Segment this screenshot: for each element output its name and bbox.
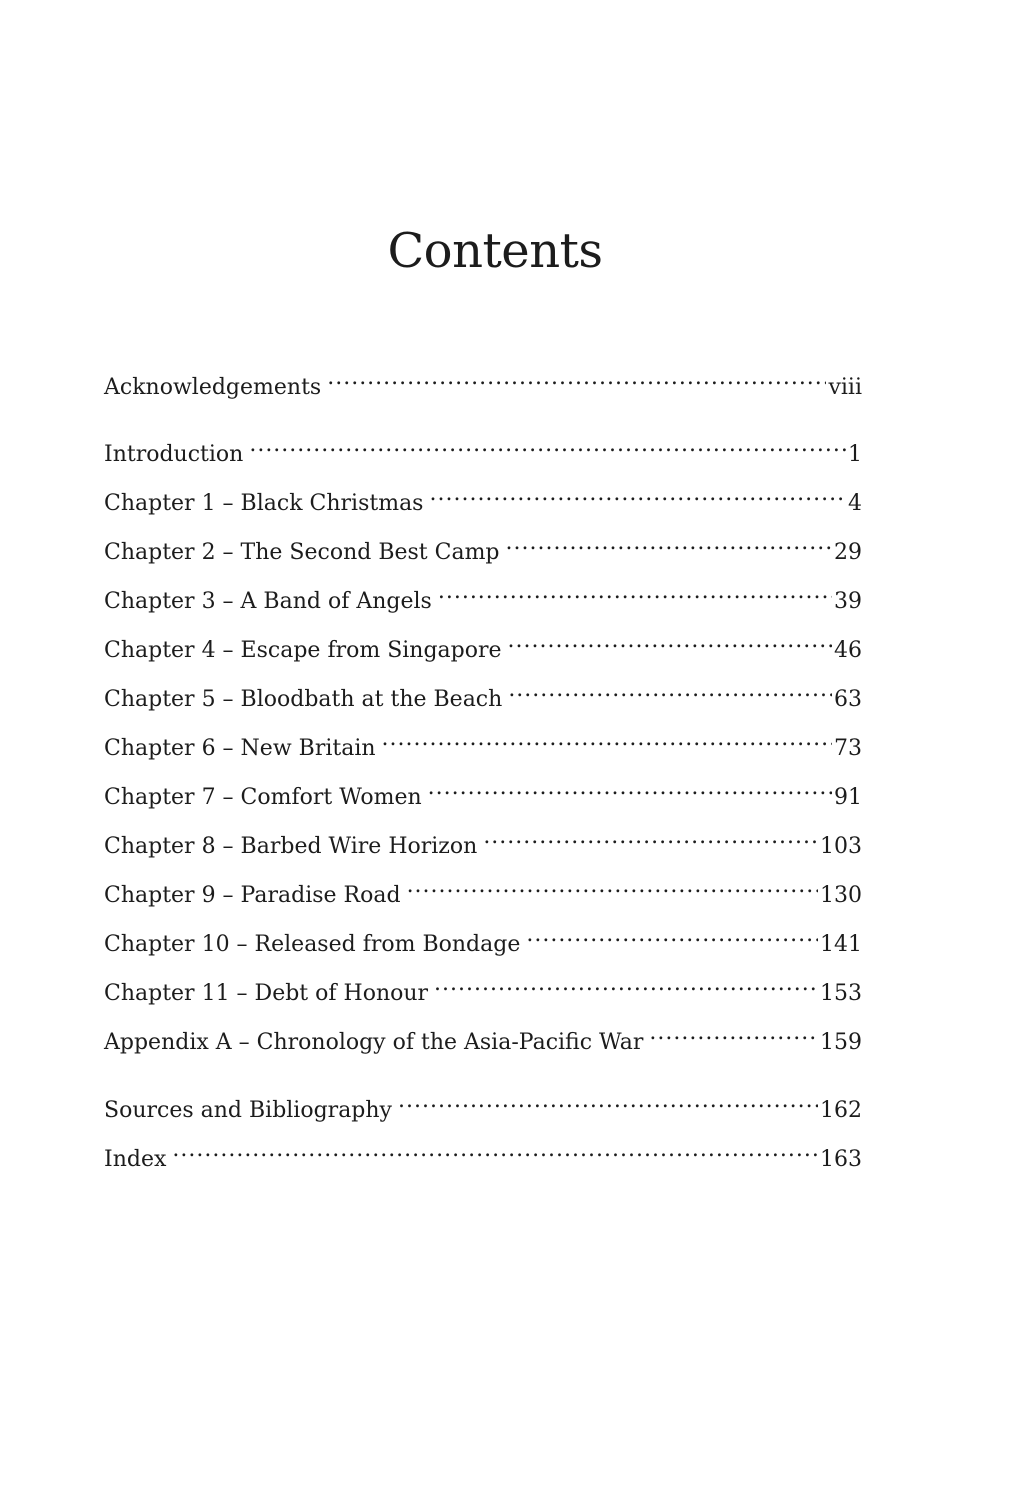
dot-leader: [649, 1017, 818, 1049]
toc-entry-page-number: 91: [834, 785, 862, 810]
toc-entry-title: Index: [104, 1147, 167, 1172]
toc-entry[interactable]: [104, 674, 862, 712]
toc-entry-title: Acknowledgements: [104, 375, 322, 400]
toc-entry-page-number: 39: [834, 589, 862, 614]
page-title: Contents: [387, 223, 603, 279]
toc-entry-page-number: 159: [820, 1030, 862, 1055]
toc-entry-page-number: 73: [834, 736, 862, 761]
toc-entry-title: Chapter 7 – Comfort Women: [104, 785, 422, 810]
toc-entry-page-number: 63: [834, 687, 862, 712]
toc-entry[interactable]: [104, 625, 862, 663]
dot-leader: [434, 968, 818, 1000]
dot-leader: [407, 870, 818, 902]
toc-entry[interactable]: [104, 429, 862, 467]
toc-entry-page-number: 46: [834, 638, 862, 663]
toc-entry[interactable]: [104, 821, 862, 859]
toc-entry-title: Sources and Bibliography: [104, 1098, 392, 1123]
toc-entry[interactable]: [104, 772, 862, 810]
toc-entry-title: Introduction: [104, 442, 244, 467]
dot-leader: [483, 821, 818, 853]
toc-entry-title: Chapter 1 – Black Christmas: [104, 491, 424, 516]
toc-entry[interactable]: [104, 919, 862, 957]
toc-entry[interactable]: [104, 527, 862, 565]
toc-entry-page-number: 29: [834, 540, 862, 565]
toc-entry-page-number: viii: [828, 375, 862, 400]
toc-entry[interactable]: [104, 576, 862, 614]
toc-entry-page-number: 141: [820, 932, 862, 957]
toc-entry-page-number: 4: [848, 491, 862, 516]
dot-leader: [526, 919, 818, 951]
toc-entry-title: Chapter 5 – Bloodbath at the Beach: [104, 687, 503, 712]
dot-leader: [398, 1085, 818, 1117]
dot-leader: [508, 674, 832, 706]
toc-entry-page-number: 162: [820, 1098, 862, 1123]
toc-entry-title: Chapter 8 – Barbed Wire Horizon: [104, 834, 478, 859]
toc-entry[interactable]: [104, 1085, 862, 1123]
toc-entry[interactable]: [104, 968, 862, 1006]
dot-leader: [438, 576, 832, 608]
dot-leader: [429, 478, 846, 510]
dot-leader: [382, 723, 832, 755]
toc-entry-title: Chapter 11 – Debt of Honour: [104, 981, 429, 1006]
toc-entry-page-number: 163: [820, 1147, 862, 1172]
toc-entry-page-number: 1: [848, 442, 862, 467]
dot-leader: [428, 772, 832, 804]
toc-entry[interactable]: [104, 478, 862, 516]
toc-entry-title: Chapter 2 – The Second Best Camp: [104, 540, 500, 565]
toc-entry-title: Chapter 6 – New Britain: [104, 736, 376, 761]
toc-entry-title: Chapter 9 – Paradise Road: [104, 883, 401, 908]
toc-entry-page-number: 153: [820, 981, 862, 1006]
dot-leader: [508, 625, 832, 657]
toc-entry[interactable]: [104, 1017, 862, 1055]
toc-entry[interactable]: [104, 1134, 862, 1172]
toc-entry[interactable]: [104, 362, 862, 400]
toc-entry[interactable]: [104, 723, 862, 761]
toc-entry-title: Chapter 10 – Released from Bondage: [104, 932, 521, 957]
dot-leader: [506, 527, 832, 559]
toc-entry-page-number: 103: [820, 834, 862, 859]
toc-entry[interactable]: [104, 870, 862, 908]
toc-entry-title: Chapter 4 – Escape from Singapore: [104, 638, 502, 663]
toc-entry-title: Chapter 3 – A Band of Angels: [104, 589, 432, 614]
toc-entry-title: Appendix A – Chronology of the Asia-Pacific War: [104, 1030, 644, 1055]
dot-leader: [172, 1134, 818, 1166]
dot-leader: [327, 362, 826, 394]
dot-leader: [249, 429, 846, 461]
toc-entry-page-number: 130: [820, 883, 862, 908]
